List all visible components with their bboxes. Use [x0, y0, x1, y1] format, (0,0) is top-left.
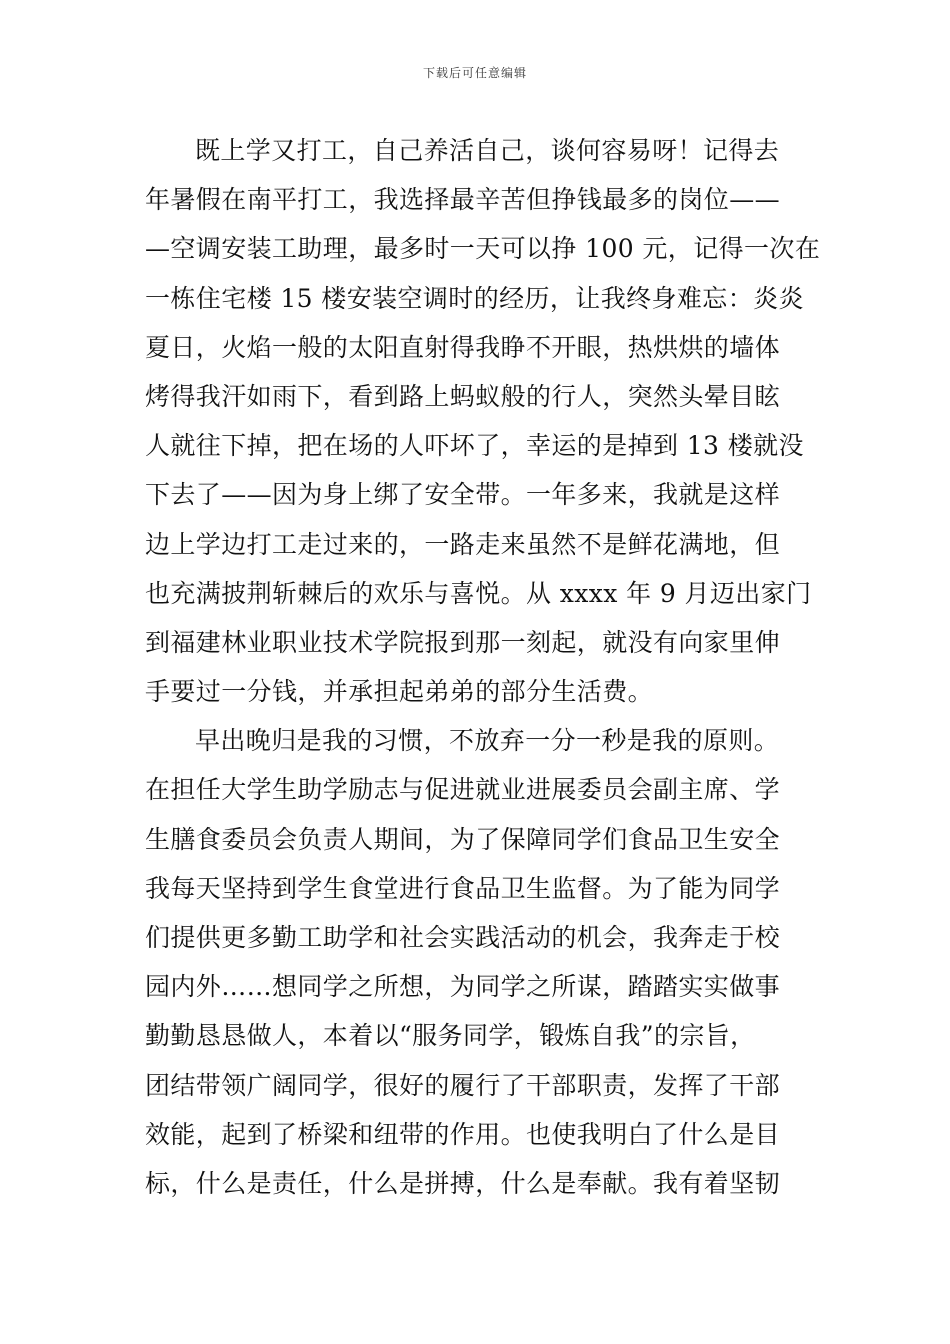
text-line: 园内外……想同学之所想，为同学之所谋，踏踏实实做事 — [145, 972, 781, 1002]
text-line: 年暑假在南平打工，我选择最辛苦但挣钱最多的岗位—— — [145, 185, 781, 215]
text-line: 勤勤恳恳做人，本着以“服务同学，锻炼自我”的宗旨， — [145, 1021, 756, 1051]
text-line: 手要过一分钱，并承担起弟弟的部分生活费。 — [145, 677, 654, 707]
text-line: 在担任大学生助学励志与促进就业进展委员会副主席、学 — [145, 775, 781, 805]
text-line: 人就往下掉，把在场的人吓坏了，幸运的是掉到 13 楼就没 — [145, 431, 804, 461]
text-line: 生膳食委员会负责人期间，为了保障同学们食品卫生安全 — [145, 824, 781, 854]
text-line: 边上学边打工走过来的，一路走来虽然不是鲜花满地，但 — [145, 529, 781, 559]
paragraph — [145, 716, 811, 1208]
text-line: 效能，起到了桥梁和纽带的作用。也使我明白了什么是目 — [145, 1119, 781, 1149]
text-line: 到福建林业职业技术学院报到那一刻起，就没有向家里伸 — [145, 627, 781, 657]
text-line: 团结带领广阔同学，很好的履行了干部职责，发挥了干部 — [145, 1070, 781, 1100]
text-line: 既上学又打工，自己养活自己，谈何容易呀！记得去 — [195, 136, 780, 165]
text-line: 夏日，火焰一般的太阳直射得我睁不开眼，热烘烘的墙体 — [145, 332, 781, 362]
text-line: 也充满披荆斩棘后的欢乐与喜悦。从 xxxx 年 9 月迈出家门 — [145, 578, 812, 608]
text-line: 烤得我汗如雨下，看到路上蚂蚁般的行人，突然头晕目眩 — [145, 381, 781, 411]
text-line: 下去了——因为身上绑了安全带。一年多来，我就是这样 — [145, 480, 781, 510]
text-line: 一栋住宅楼 15 楼安装空调时的经历，让我终身难忘：炎炎 — [145, 283, 804, 313]
document-body — [145, 126, 821, 1208]
text-line: 早出晚归是我的习惯，不放弃一分一秒是我的原则。 — [195, 726, 780, 756]
text-line: 标，什么是责任，什么是拼搏，什么是奉献。我有着坚韧 — [145, 1168, 781, 1198]
text-line: —空调安装工助理，最多时一天可以挣 100 元，记得一次在 — [145, 234, 821, 264]
paragraph — [145, 126, 821, 716]
text-line: 们提供更多勤工助学和社会实践活动的机会，我奔走于校 — [145, 923, 781, 952]
page-header: 下载后可任意编辑 — [422, 66, 527, 80]
text-line: 我每天坚持到学生食堂进行食品卫生监督。为了能为同学 — [145, 873, 781, 903]
